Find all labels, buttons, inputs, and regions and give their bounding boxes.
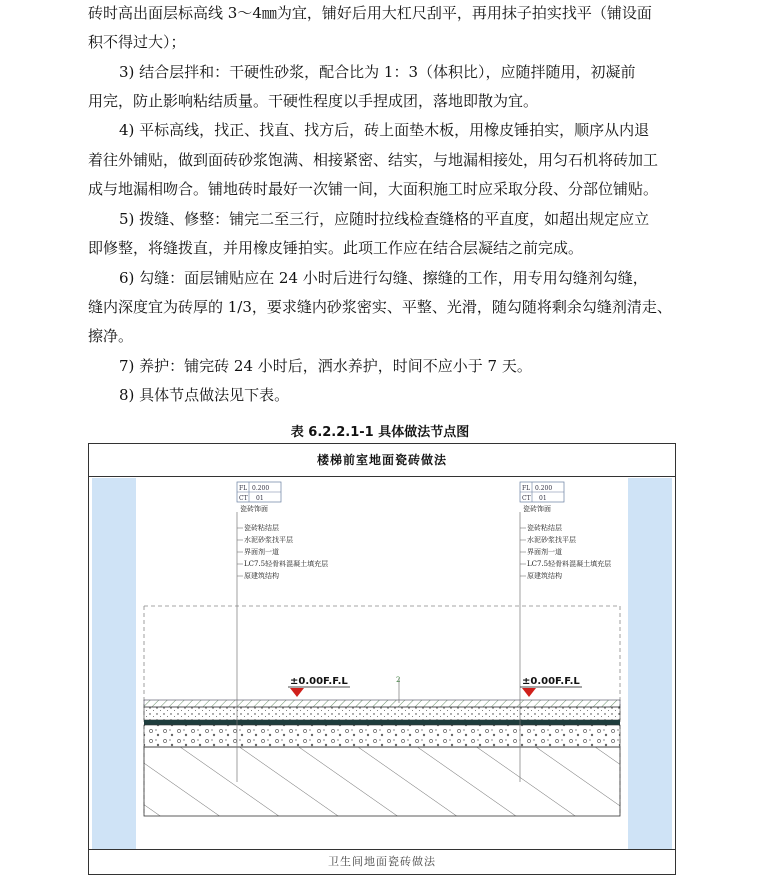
paragraph-line: 即修整，将缝拨直，并用橡皮锤拍实。此项工作应在结合层凝结之前完成。 [88,239,584,257]
detail-figure [88,443,676,875]
tag-fl-label: FL [239,485,248,492]
paragraph-line: 4) 平标高线，找正、找直、找方后，砖上面垫木板，用橡皮锤拍实，顺序从内退 [119,121,650,139]
layer-labels-left [237,523,328,580]
lightweight-concrete-layer [144,725,620,747]
level-triangle-icon [522,688,536,697]
tag-name: 瓷砖饰面 [523,505,551,513]
paragraph-line: 积不得过大）； [88,33,186,51]
figure-footer: 卫生间地面瓷砖做法 [89,849,675,874]
layer-label: 瓷砖粘结层 [244,524,279,532]
paragraph-line: 着往外铺贴，做到面砖砂浆饱满、相接紧密、结实，与地漏相接处，用匀石机将砖加工 [88,151,659,169]
layer-label: 原建筑结构 [244,572,279,580]
tag-ct-label: CT [522,495,531,502]
paragraph-line: 缝内深度宜为砖厚的 1/3，要求缝内砂浆密实、平整、光滑，随勾随将剩余勾缝剂清走、 [88,298,672,316]
paragraph-line: 7) 养护：铺完砖 24 小时后，洒水养护，时间不应小于 7 天。 [119,357,532,375]
tag-ct-label: CT [239,495,248,502]
right-panel [628,478,672,850]
layer-label: 瓷砖粘结层 [527,524,562,532]
paragraph-line: 砖时高出面层标高线 3～4㎜为宜，铺好后用大杠尺刮平，再用抹子拍实找平（铺设面 [88,4,652,22]
left-panel [92,478,136,850]
paragraph-line: 8) 具体节点做法见下表。 [119,386,290,404]
level-triangle-icon [290,688,304,697]
tag-name: 瓷砖饰面 [240,505,268,513]
tag-ct-value: 01 [539,495,547,502]
level-mark-left [288,676,350,697]
paragraph-line: 成与地漏相吻合。铺地砖时最好一次铺一间，大面积施工时应采取分段、分部位铺贴。 [88,180,659,198]
material-tag-left [237,482,281,513]
mortar-layer [144,707,620,720]
layer-label: 水泥砂浆找平层 [244,536,293,544]
tile-layer [144,700,620,707]
level-mark-text: ±0.00F.F.L [290,676,348,687]
layer-labels-right [520,523,611,580]
paragraph-line: 3) 结合层拌和：干硬性砂浆，配合比为 1：3（体积比），应随拌随用，初凝前 [119,63,636,81]
level-mark-text: ±0.00F.F.L [522,676,580,687]
paragraph-line: 用完，防止影响粘结质量。干硬性程度以手捏成团，落地即散为宜。 [88,92,539,110]
layer-label: LC7.5轻骨料混凝土填充层 [527,560,612,568]
layer-label: LC7.5轻骨料混凝土填充层 [244,560,329,568]
interface-layer [144,720,620,725]
tag-fl-value: 0.200 [252,485,270,492]
center-mark: 2 [396,676,401,684]
layer-label: 界面剂一道 [244,548,279,556]
paragraph-line: 5) 拨缝、修整：铺完二至三行，应随时拉线检查缝格的平直度，如超出规定应立 [119,210,650,228]
paragraph-line: 6) 勾缝：面层铺贴应在 24 小时后进行勾缝、擦缝的工作，用专用勾缝剂勾缝， [119,269,648,287]
structure-slab [144,747,620,816]
layer-label: 界面剂一道 [527,548,562,556]
layer-label: 水泥砂浆找平层 [527,536,576,544]
tag-fl-value: 0.200 [535,485,553,492]
table-caption: 表 6.2.2.1-1 具体做法节点图 [290,425,470,440]
paragraph-line: 擦净。 [88,327,134,345]
layer-label: 原建筑结构 [527,572,562,580]
level-mark-right [520,676,582,697]
figure-title: 楼梯前室地面瓷砖做法 [89,444,675,477]
floor-section-drawing [92,478,672,850]
tag-fl-label: FL [522,485,531,492]
tag-ct-value: 01 [256,495,264,502]
material-tag-right [520,482,564,513]
